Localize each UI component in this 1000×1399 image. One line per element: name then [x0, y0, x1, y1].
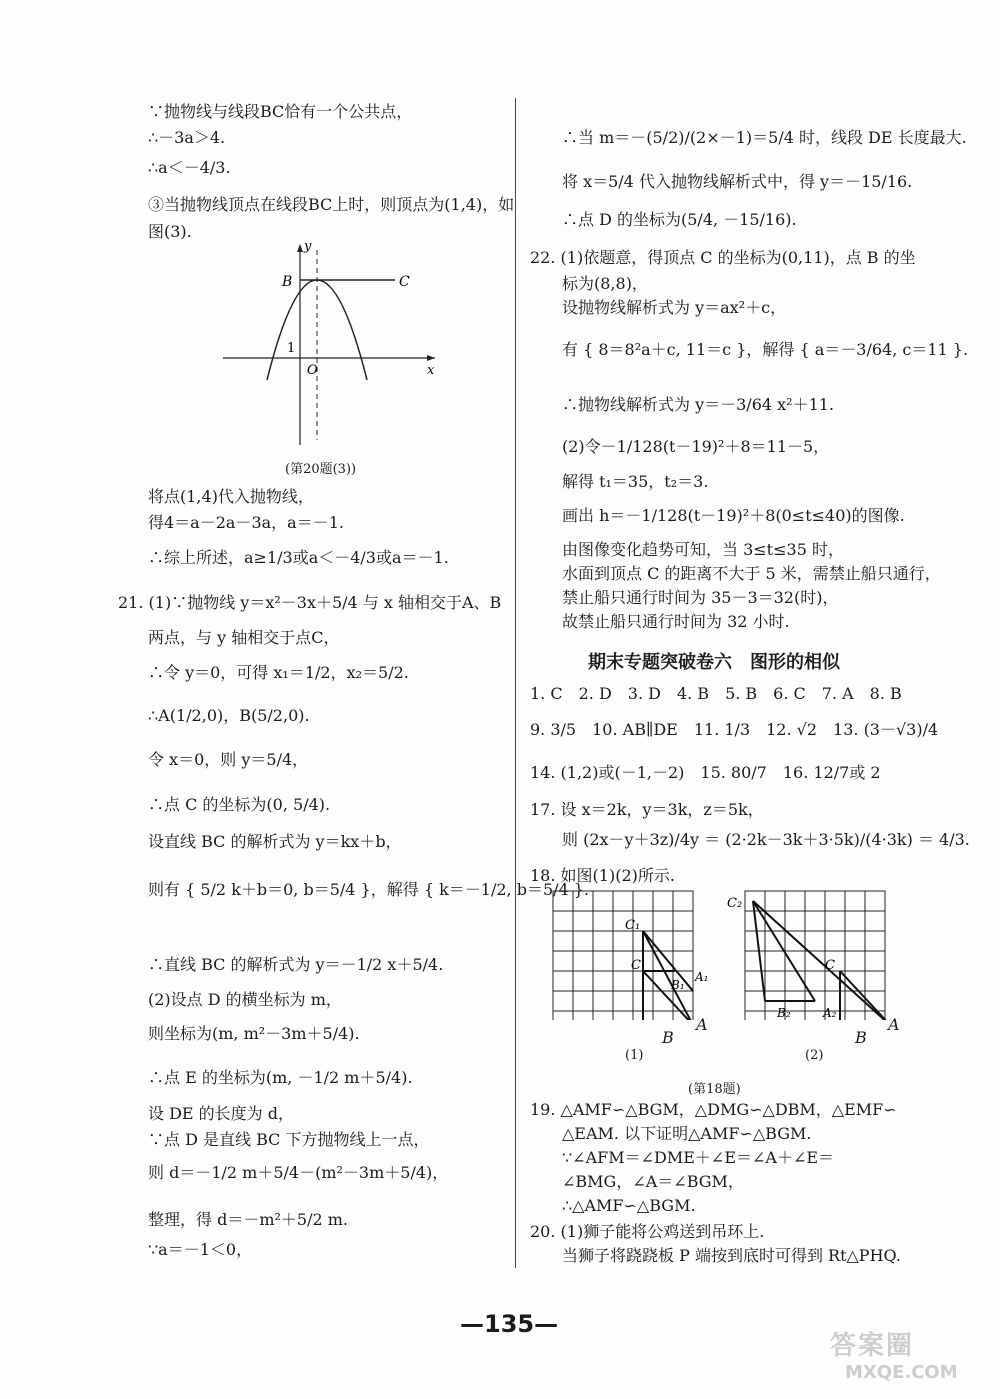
page-number: —135— [460, 1310, 559, 1338]
text-line: 图(3). [148, 222, 192, 241]
section-title: 期末专题突破卷六 图形的相似 [588, 652, 840, 673]
answer-line: 17. 设 x＝2k，y＝3k，z＝5k， [530, 800, 764, 819]
label-b1: B₁ [671, 978, 685, 992]
label-c: C [631, 958, 641, 973]
grid-figure-1 [545, 885, 720, 1020]
text-line: 设 DE 的长度为 d， [148, 1104, 295, 1123]
label-b2: B₂ [777, 1006, 791, 1020]
label-c: C [399, 274, 410, 290]
text-line: ∴点 D 的坐标为(5/4, －15/16). [562, 210, 797, 229]
label-b: B [282, 274, 293, 290]
text-line: 故禁止船只通行时间为 32 小时. [562, 612, 790, 631]
text-line: (2)令－1/128(t－19)²＋8＝11－5， [562, 437, 830, 456]
text-line: ∴当 m＝－(5/2)/(2×－1)＝5/4 时，线段 DE 长度最大. [562, 128, 967, 147]
text-line: ∵a＝－1＜0， [148, 1240, 253, 1259]
parabola-figure [215, 240, 445, 455]
text-line: 将点(1,4)代入抛物线， [148, 487, 314, 506]
text-line: 将 x＝5/4 代入抛物线解析式中，得 y＝－15/16. [562, 172, 913, 191]
text-line: 令 x＝0，则 y＝5/4， [148, 750, 309, 769]
label-a1: A₁ [695, 970, 709, 984]
text-line: ∴点 C 的坐标为(0, 5/4). [148, 795, 331, 814]
text-line: ∴令 y＝0，可得 x₁＝1/2，x₂＝5/2. [148, 663, 409, 682]
text-line: 则有 { 5/2 k＋b＝0, b＝5/4 }，解得 { k＝－1/2, b＝5/4 }. [148, 880, 590, 899]
text-line: 解得 t₁＝35，t₂＝3. [562, 472, 709, 491]
text-line: 设抛物线解析式为 y＝ax²＋c， [562, 298, 787, 317]
text-line: 整理，得 d＝－m²＋5/2 m. [148, 1210, 349, 1229]
label-c: C [825, 958, 835, 973]
answer-line: ∴△AMF∽△BGM. [562, 1196, 696, 1215]
answer-line: 则 (2x－y＋3z)/4y ＝ (2·2k－3k＋3·5k)/(4·3k) ＝ 4/3. [562, 830, 970, 849]
answer-line: ∠BMG，∠A＝∠BGM， [562, 1172, 744, 1191]
text-line: ∴A(1/2,0)，B(5/2,0). [148, 706, 310, 725]
label-x: x [427, 363, 435, 378]
label-1: 1 [287, 341, 296, 356]
watermark-logo: 答案圈 [830, 1331, 915, 1361]
text-line: 21. (1)∵抛物线 y＝x²－3x＋5/4 与 x 轴相交于A、B [118, 593, 502, 612]
label-o: O [307, 363, 318, 378]
text-line: ∴点 E 的坐标为(m, －1/2 m＋5/4). [148, 1068, 413, 1087]
text-line: 有 { 8＝8²a＋c, 11＝c }，解得 { a＝－3/64, c＝11 }. [562, 340, 969, 359]
grid-figure-2 [725, 885, 905, 1020]
answer-line: 18. 如图(1)(2)所示. [530, 866, 675, 885]
text-line: 则 d＝－1/2 m＋5/4－(m²－3m＋5/4)， [148, 1163, 449, 1182]
label-c2: C₂ [727, 896, 743, 911]
label-a2: A₂ [823, 1006, 837, 1020]
label-b: B [855, 1028, 867, 1047]
text-line: 22. (1)依题意，得顶点 C 的坐标为(0,11)，点 B 的坐 [530, 248, 916, 267]
answer-line: 14. (1,2)或(－1,－2) 15. 80/7 16. 12/7或 2 [530, 763, 881, 782]
label-y: y [304, 240, 312, 254]
answer-line: 当狮子将跷跷板 P 端按到底时可得到 Rt△PHQ. [562, 1246, 901, 1265]
text-line: ∴a＜－4/3. [148, 158, 231, 177]
column-divider [515, 98, 516, 1268]
answer-line: ∵∠AFM＝∠DME＋∠E＝∠A＋∠E＝ [562, 1148, 835, 1167]
label-a: A [696, 1015, 708, 1034]
text-line: 标为(8,8)， [562, 274, 648, 293]
answer-line: 20. (1)狮子能将公鸡送到吊环上. [530, 1222, 765, 1241]
text-line: ∵抛物线与线段BC恰有一个公共点， [148, 102, 413, 121]
text-line: 水面到顶点 C 的距离不大于 5 米，需禁止船只通行， [562, 564, 941, 583]
text-line: 得4＝a－2a－3a，a＝－1. [148, 513, 344, 532]
grid-caption-2: (2) [805, 1048, 824, 1063]
text-line: 设直线 BC 的解析式为 y＝kx＋b， [148, 832, 402, 851]
text-line: ∵点 D 是直线 BC 下方抛物线上一点， [148, 1130, 430, 1149]
text-line: 画出 h＝－1/128(t－19)²＋8(0≤t≤40)的图像. [562, 506, 905, 525]
watermark-url: MXQE.COM [845, 1362, 958, 1383]
grid-figure-caption: (第18题) [688, 1082, 741, 1097]
answer-line: 19. △AMF∽△BGM，△DMG∽△DBM，△EMF∽ [530, 1100, 897, 1119]
text-line: 禁止船只通行时间为 35－3＝32(时)， [562, 588, 839, 607]
answer-line: △EAM. 以下证明△AMF∽△BGM. [562, 1124, 812, 1143]
text-line: ③当抛物线顶点在线段BC上时，则顶点为(1,4)，如 [148, 195, 515, 214]
answer-line: 1. C 2. D 3. D 4. B 5. B 6. C 7. A 8. B [530, 684, 902, 703]
figure-caption: (第20题(3)) [285, 462, 357, 477]
text-line: ∴直线 BC 的解析式为 y＝－1/2 x＋5/4. [148, 955, 444, 974]
grid-caption-1: (1) [625, 1048, 644, 1063]
text-line: ∴－3a＞4. [148, 128, 226, 147]
answer-line: 9. 3/5 10. AB∥DE 11. 1/3 12. √2 13. (3－√3)/4 [530, 720, 939, 739]
text-line: ∴抛物线解析式为 y＝－3/64 x²＋11. [562, 395, 835, 414]
text-line: (2)设点 D 的横坐标为 m， [148, 990, 342, 1009]
label-c1: C₁ [625, 918, 641, 933]
text-line: 由图像变化趋势可知，当 3≤t≤35 时， [562, 540, 844, 559]
text-line: 两点，与 y 轴相交于点C， [148, 628, 340, 647]
label-a: A [888, 1015, 900, 1034]
text-line: 则坐标为(m, m²－3m＋5/4). [148, 1024, 360, 1043]
text-line: ∴综上所述，a≥1/3或a＜－4/3或a＝－1. [148, 548, 449, 567]
label-b: B [662, 1028, 674, 1047]
